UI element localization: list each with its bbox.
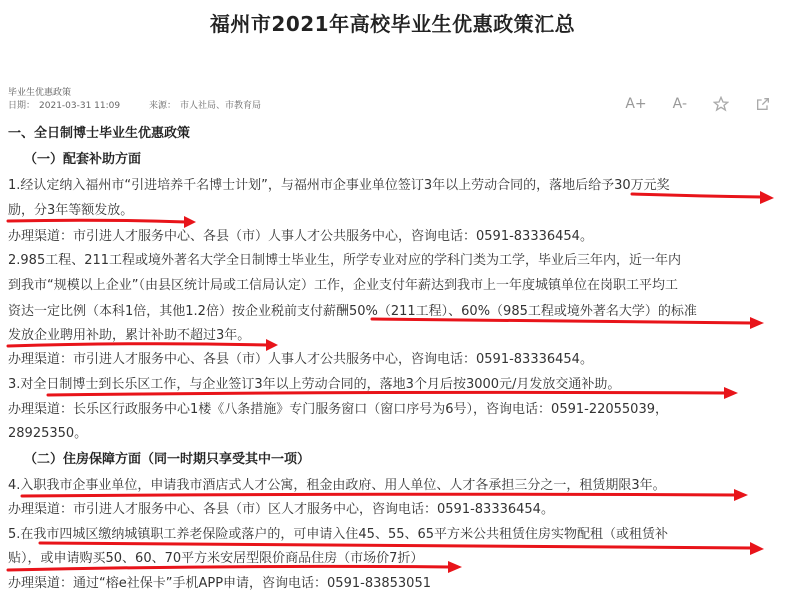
policy-4-line-1: 4.入职我市企事业单位，申请我市酒店式人才公寓，租金由政府、用人单位、人才各承担三分之一，租赁期限3年。 bbox=[8, 478, 666, 493]
arrow-3 bbox=[750, 317, 764, 329]
article-date: 2021-03-31 11:09 bbox=[39, 101, 121, 111]
arrow-4 bbox=[266, 339, 278, 351]
arrow-1 bbox=[760, 191, 774, 204]
arrow-5 bbox=[724, 387, 738, 399]
article-title: 福州市2021年高校毕业生优惠政策汇总 bbox=[209, 12, 576, 36]
subheading-subsidy: （一）配套补助方面 bbox=[24, 152, 142, 167]
policy-1-contact: 办理渠道：市引进人才服务中心、各县（市）人事人才公共服务中心，咨询电话：0591-83336454。 bbox=[8, 229, 593, 244]
policy-3-line-1: 3.对全日制博士到长乐区工作，与企业签订3年以上劳动合同的，落地3个月后按3000元/月发放交通补助。 bbox=[8, 377, 621, 392]
policy-3-contact-line-1: 办理渠道：长乐区行政服务中心1楼《八条措施》专门服务窗口（窗口序号为6号），咨询电话：0591-22055039， bbox=[8, 402, 668, 417]
section-heading-doctoral: 一、全日制博士毕业生优惠政策 bbox=[8, 126, 191, 141]
arrow-6 bbox=[734, 489, 748, 501]
policy-1-line-1: 1.经认定纳入福州市“引进培养千名博士计划”，与福州市企事业单位签订3年以上劳动合同的，落地后给予30万元奖 bbox=[8, 178, 670, 193]
policy-4-contact: 办理渠道：市引进人才服务中心、各县（市）区人才服务中心，咨询电话：0591-83336454。 bbox=[8, 502, 554, 517]
arrow-7 bbox=[750, 542, 764, 555]
policy-2-line-4: 发放企业聘用补助，累计补助不超过3年。 bbox=[8, 328, 251, 343]
policy-2-line-3: 资达一定比例（本科1倍，其他1.2倍）按企业税前支付薪酬50%（211工程）、60%（985工程或境外著名大学）的标准 bbox=[8, 304, 697, 319]
article-toolbar bbox=[625, 96, 771, 112]
policy-5-line-1: 5.在我市四城区缴纳城镇职工养老保险或落户的，可申请入住45、55、65平方米公共租赁住房实物配租（或租赁补 bbox=[8, 527, 669, 542]
underline-2 bbox=[8, 220, 186, 222]
decrease-font-button[interactable]: A- bbox=[672, 96, 687, 112]
article-source: 市人社局、市教育局 bbox=[180, 101, 262, 111]
policy-5-contact: 办理渠道：通过“榕e社保卡”手机APP申请，咨询电话：0591-83853051 bbox=[8, 576, 431, 591]
favorite-star-icon[interactable] bbox=[713, 96, 729, 112]
date-label: 日期： bbox=[8, 101, 36, 111]
subheading-housing: （二）住房保障方面（同一时期只享受其中一项） bbox=[24, 452, 311, 467]
policy-2-line-2: 到我市“规模以上企业”（由县区统计局或工信局认定）工作，企业支付年薪达到我市上一年度城镇单位在岗职工平均工 bbox=[8, 278, 678, 293]
increase-font-button[interactable]: A+ bbox=[625, 96, 647, 112]
article-category: 毕业生优惠政策 bbox=[8, 88, 72, 98]
policy-1-line-2: 励，分3年等额发放。 bbox=[8, 203, 134, 218]
arrow-2 bbox=[184, 216, 196, 228]
policy-3-contact-line-2: 28925350。 bbox=[8, 426, 88, 441]
source-label: 来源： bbox=[149, 101, 177, 111]
policy-2-contact: 办理渠道：市引进人才服务中心、各县（市）人事人才公共服务中心，咨询电话：0591-83336454。 bbox=[8, 352, 593, 367]
policy-2-line-1: 2.985工程、211工程或境外著名大学全日制博士毕业生，所学专业对应的学科门类为工学，毕业后三年内，近一年内 bbox=[8, 253, 682, 268]
article-meta bbox=[8, 98, 265, 111]
arrow-8 bbox=[448, 561, 462, 573]
share-icon[interactable] bbox=[755, 96, 771, 112]
policy-5-line-2: 贴），或申请购买50、60、70平方米安居型限价商品住房（市场价7折） bbox=[8, 551, 424, 566]
